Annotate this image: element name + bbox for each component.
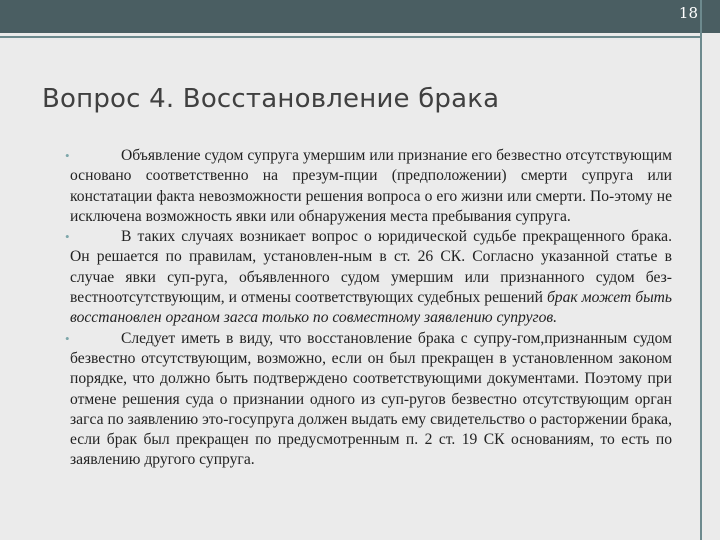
slide-body — [65, 146, 672, 471]
right-divider — [700, 0, 702, 540]
paragraph-text: Объявление судом супруга умершим или признание его безвестно отсутствующим основано соответственно на презум-пции (предположении) смерти супруга или констатации факта невозможности решения вопроса о его жизни или смерти. По-этому не исключена возможность явки или обнаружения места пребывания супруга. — [70, 147, 672, 225]
slide-title: Вопрос 4. Восстановление брака — [42, 84, 500, 114]
bullet-paragraph-3 — [65, 329, 672, 471]
paragraph-italic-text: брак может быть восстановлен органом загса только по совместному заявлению супругов. — [70, 289, 672, 327]
slide-number: 18 — [678, 4, 698, 22]
paragraph-text: В таких случаях возникает вопрос о юридической судьбе прекращенного брака. Он решается по правилам, установлен-ным в ст. 26 СК. Согласно указанной статье в случае явки суп-руга, объявленного судом умершим или признанного судом без-вестноотсутствующим, и отмены соответствующих судебных решений — [70, 228, 672, 307]
slide-header-bar — [0, 0, 720, 33]
header-divider — [0, 36, 700, 38]
bullet-paragraph-1 — [65, 146, 672, 227]
bullet-paragraph-2 — [65, 227, 672, 328]
bullet-icon: • — [65, 330, 70, 346]
bullet-icon: • — [65, 229, 70, 245]
paragraph-text: Следует иметь в виду, что восстановление брака с супру-гом,признанным судом безвестно отсутствующим, возможно, если он был прекращен в установленном законом порядке, что должно быть подтверждено соответствующими документами. Поэтому при отмене решения суда о признании одного из суп-ругов безвестно отсутствующим орган загса по заявлению это-госупруга должен выдать ему свидетельство о расторжении брака, если брак был прекращен по предусмотренным п. 2 ст. 19 СК основаниям, то есть по заявлению другого супруга. — [70, 329, 672, 469]
bullet-icon: • — [65, 148, 70, 163]
